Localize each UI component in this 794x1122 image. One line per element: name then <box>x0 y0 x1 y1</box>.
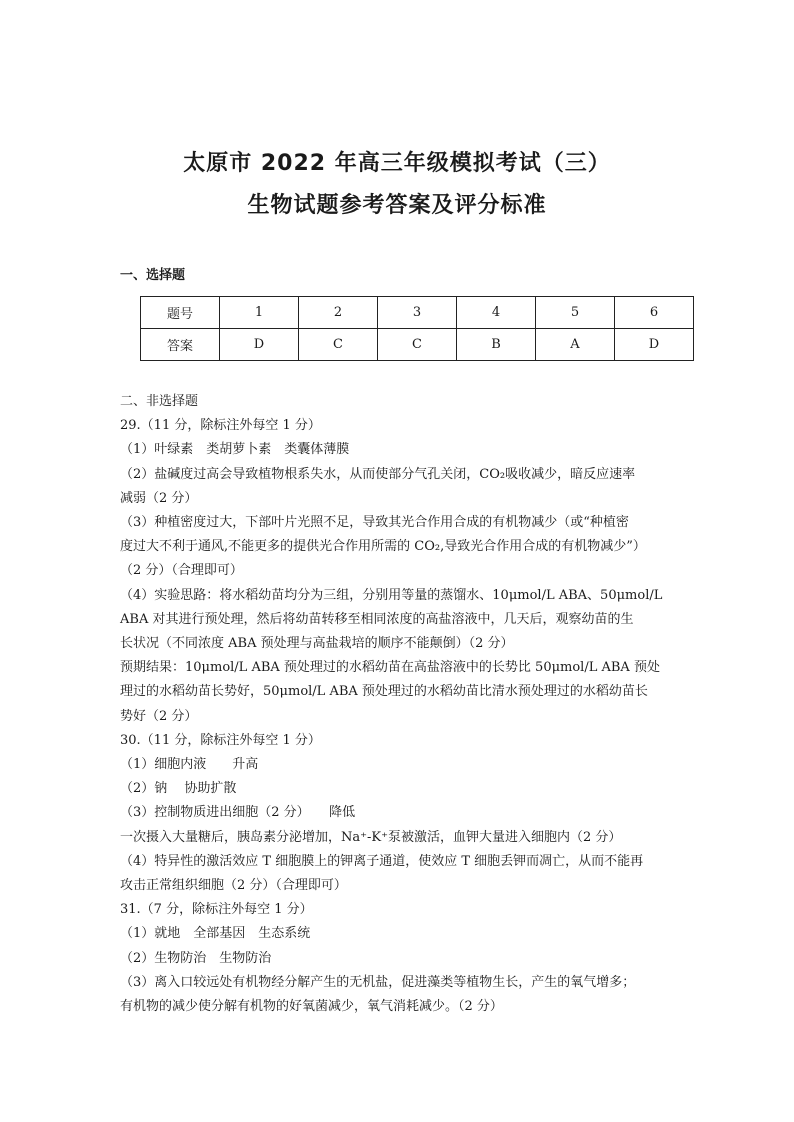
text-line: （1）细胞内液 升高 <box>120 757 259 773</box>
text-line: （1）就地 全部基因 生态系统 <box>120 926 311 942</box>
text-line: （2 分）（合理即可） <box>120 563 243 579</box>
text-line: （4）特异性的激活效应 T 细胞膜上的钾离子通道，使效应 T 细胞丢钾而凋亡，从而不能再 <box>120 853 644 869</box>
text-line: 有机物的减少使分解有机物的好氧菌减少，氧气消耗减少。（2 分） <box>120 999 503 1015</box>
table-header-cell: 答案 <box>141 329 220 361</box>
answer-table <box>140 296 694 361</box>
text-line: 度过大不利于通风,不能更多的提供光合作用所需的 CO₂,导致光合作用合成的有机物减少”） <box>120 539 646 555</box>
answer-text-body <box>120 390 680 1019</box>
text-line: （4）实验思路：将水稻幼苗均分为三组，分别用等量的蒸馏水、10μmol/L ABA、50μmol/L <box>120 587 663 603</box>
text-line: 长状况（不同浓度 ABA 预处理与高盐栽培的顺序不能颠倒）（2 分） <box>120 636 514 652</box>
text-line: 二、非选择题 <box>120 394 199 409</box>
table-cell: C <box>299 329 378 361</box>
table-cell: A <box>536 329 615 361</box>
text-line: （2）盐碱度过高会导致植物根系失水，从而使部分气孔关闭，CO₂吸收减少，暗反应速率 <box>120 466 636 482</box>
table-cell: 6 <box>615 297 694 329</box>
table-cell: D <box>220 329 299 361</box>
text-line: 预期结果：10μmol/L ABA 预处理过的水稻幼苗在高盐溶液中的长势比 50μmol/L ABA 预处 <box>120 660 660 676</box>
table-cell: 3 <box>378 297 457 329</box>
text-line: 30.（11 分，除标注外每空 1 分） <box>120 732 321 748</box>
text-line: 减弱（2 分） <box>120 490 198 506</box>
table-cell: 4 <box>457 297 536 329</box>
text-line: （3）控制物质进出细胞（2 分） 降低 <box>120 805 356 821</box>
text-line: 一次摄入大量糖后，胰岛素分泌增加，Na⁺-K⁺泵被激活，血钾大量进入细胞内（2 分） <box>120 829 622 845</box>
table-row-answers <box>141 329 694 361</box>
table-cell: 2 <box>299 297 378 329</box>
title-line-1: 太原市 2022 年高三年级模拟考试（三） <box>183 151 611 176</box>
table-header-cell: 题号 <box>141 297 220 329</box>
table-cell: B <box>457 329 536 361</box>
table-row-numbers <box>141 297 694 329</box>
text-line: （1）叶绿素 类胡萝卜素 类囊体薄膜 <box>120 442 350 458</box>
table-cell: C <box>378 329 457 361</box>
text-line: （3）种植密度过大，下部叶片光照不足，导致其光合作用合成的有机物减少（或“种植密 <box>120 515 629 531</box>
text-line: 29.（11 分，除标注外每空 1 分） <box>120 418 321 434</box>
text-line: 31.（7 分，除标注外每空 1 分） <box>120 902 313 918</box>
table-cell: 5 <box>536 297 615 329</box>
text-line: 攻击正常组织细胞（2 分）（合理即可） <box>120 878 347 894</box>
text-line: 势好（2 分） <box>120 708 198 724</box>
text-line: （3）离入口较远处有机物经分解产生的无机盐，促进藻类等植物生长，产生的氧气增多； <box>120 974 636 990</box>
text-line: ABA 对其进行预处理，然后将幼苗转移至相同浓度的高盐溶液中，几天后，观察幼苗的生 <box>120 611 634 627</box>
text-line: 理过的水稻幼苗长势好，50μmol/L ABA 预处理过的水稻幼苗比清水预处理过的水稻幼苗长 <box>120 684 648 700</box>
text-line: （2）钠 协助扩散 <box>120 781 237 797</box>
text-line: （2）生物防治 生物防治 <box>120 950 272 966</box>
title-line-2: 生物试题参考答案及评分标准 <box>247 193 547 218</box>
table-cell: 1 <box>220 297 299 329</box>
table-cell: D <box>615 329 694 361</box>
section-heading-choice: 一、选择题 <box>120 268 186 283</box>
